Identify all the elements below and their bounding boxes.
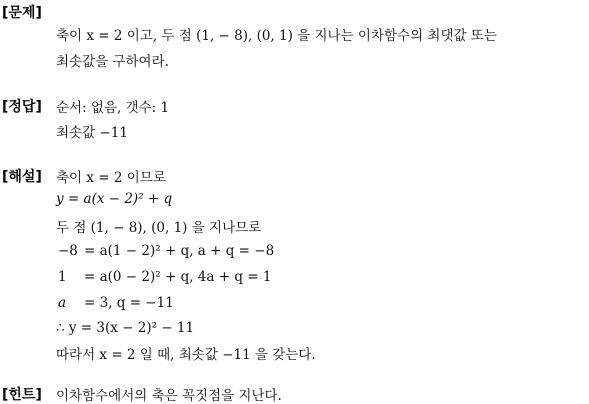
equation-3-rhs: = 3, q = −11 — [84, 295, 174, 311]
problem-header: [문제] — [2, 5, 42, 21]
solution-conclusion-1: ∴ y = 3(x − 2)² − 11 — [56, 320, 195, 336]
equation-1-rhs: = a(1 − 2)² + q, a + q = −8 — [84, 243, 275, 259]
solution-line-1: 축이 x = 2 이므로 — [56, 170, 166, 186]
solution-header: [해설] — [2, 169, 42, 185]
solution-line-2: y = a(x − 2)² + q — [56, 191, 173, 207]
equation-3-lhs: a — [58, 295, 67, 311]
equation-1-lhs: −8 — [58, 243, 78, 259]
solution-line-3: 두 점 (1, − 8), (0, 1) 을 지나므로 — [56, 220, 262, 236]
hint-line-1: 이차함수에서의 축은 꼭짓점을 지난다. — [56, 388, 282, 404]
answer-line-2: 최솟값 −11 — [56, 125, 128, 141]
hint-header: [힌트] — [2, 387, 42, 403]
answer-line-1: 순서: 없음, 갯수: 1 — [56, 100, 170, 116]
problem-line-1: 축이 x = 2 이고, 두 점 (1, − 8), (0, 1) 을 지나는 이차함수의 최댓값 또는 — [56, 28, 497, 44]
solution-conclusion-2: 따라서 x = 2 일 때, 최솟값 −11 을 갖는다. — [56, 347, 316, 363]
problem-line-2: 최솟값을 구하여라. — [56, 54, 169, 70]
equation-2-lhs: 1 — [58, 269, 67, 285]
answer-header: [정답] — [2, 99, 42, 115]
equation-2-rhs: = a(0 − 2)² + q, 4a + q = 1 — [84, 269, 272, 285]
